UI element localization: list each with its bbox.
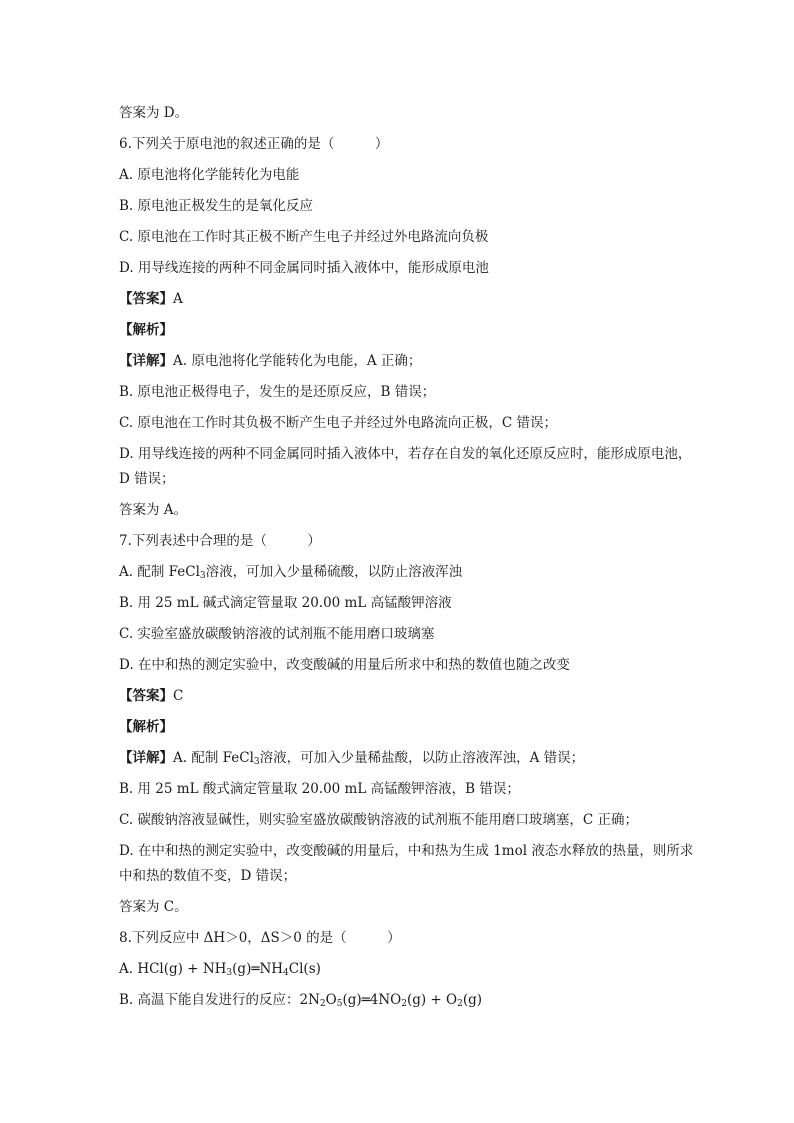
question-8-stem: 8.下列反应中 ΔH＞0，ΔS＞0 的是（ ） <box>119 930 401 946</box>
formula-part: O <box>325 992 337 1008</box>
answer-line-q5: 答案为 D。 <box>119 105 189 121</box>
q7-detail-b: B. 用 25 mL 酸式滴定管量取 20.00 mL 高锰酸钾溶液，B 错误； <box>119 781 520 797</box>
q7-option-a-part1: A. 配制 FeCl <box>119 564 200 580</box>
q6-detail-d: D. 用导线连接的两种不同金属同时插入液体中，若存在自发的氧化还原反应时，能形成原电池，D 错误； <box>119 446 692 487</box>
q8-option-b <box>119 985 699 1016</box>
subscript: 5 <box>336 999 343 1009</box>
q7-detail-a <box>119 743 699 774</box>
q7-option-a-part2: 溶液，可加入少量稀硫酸，以防止溶液浑浊 <box>205 564 463 580</box>
question-7-stem: 7.下列表述中合理的是（ ） <box>119 533 321 549</box>
q6-option-b: B. 原电池正极发生的是氧化反应 <box>119 198 314 214</box>
subscript: 3 <box>253 757 260 767</box>
q6-analysis-heading: 【解析】 <box>119 322 173 338</box>
q7-analysis-heading: 【解析】 <box>119 719 173 735</box>
answer-tag: 【答案】 <box>119 291 173 307</box>
subscript: 2 <box>457 999 463 1009</box>
formula-part: (g) + O <box>406 992 458 1008</box>
q6-conclusion: 答案为 A。 <box>119 502 188 518</box>
q6-detail-b: B. 原电池正极得电子，发生的是还原反应，B 错误； <box>119 384 436 400</box>
q7-option-b: B. 用 25 mL 碱式滴定管量取 20.00 mL 高锰酸钾溶液 <box>119 595 452 611</box>
q7-detail-d: D. 在中和热的测定实验中，改变酸碱的用量后，中和热为生成 1mol 液态水释放的热量，则所求中和热的数值不变，D 错误； <box>119 843 694 884</box>
document-body <box>119 98 699 1016</box>
q7-answer <box>119 681 699 712</box>
subscript: 3 <box>226 968 233 978</box>
q8-option-a <box>119 954 699 985</box>
q7-detail-c: C. 碳酸钠溶液显碱性，则实验室盛放碳酸钠溶液的试剂瓶不能用磨口玻璃塞，C 正确； <box>119 812 639 828</box>
subscript: 2 <box>319 999 326 1009</box>
q6-option-a: A. 原电池将化学能转化为电能 <box>119 167 300 183</box>
formula-part: (g)═NH <box>232 961 284 977</box>
answer-value: A <box>173 291 183 307</box>
subscript: 2 <box>401 999 407 1009</box>
subscript: 4 <box>283 968 289 978</box>
formula-part: A. HCl(g) + NH <box>119 961 227 977</box>
detail-text: A. 原电池将化学能转化为电能，A 正确； <box>173 353 422 369</box>
detail-tag: 【详解】 <box>119 750 173 766</box>
q6-detail-a <box>119 346 699 377</box>
subscript: 3 <box>199 571 206 581</box>
q6-answer <box>119 284 699 315</box>
formula-part: Cl(s) <box>288 961 321 977</box>
detail-text-part1: A. 配制 FeCl <box>173 750 254 766</box>
q7-conclusion: 答案为 C。 <box>119 899 188 915</box>
q7-option-a <box>119 557 699 588</box>
detail-tag: 【详解】 <box>119 353 173 369</box>
formula-part: (g) <box>462 992 483 1008</box>
q6-option-d: D. 用导线连接的两种不同金属同时插入液体中，能形成原电池 <box>119 260 489 276</box>
question-6-stem: 6.下列关于原电池的叙述正确的是（ ） <box>119 136 389 152</box>
q7-option-c: C. 实验室盛放碳酸钠溶液的试剂瓶不能用磨口玻璃塞 <box>119 626 435 642</box>
q6-detail-c: C. 原电池在工作时其负极不断产生电子并经过外电路流向正极，C 错误； <box>119 415 558 431</box>
detail-text-part2: 溶液，可加入少量稀盐酸，以防止溶液浑浊，A 错误； <box>259 750 585 766</box>
formula-part: B. 高温下能自发进行的反应：2N <box>119 992 320 1008</box>
answer-value: C <box>173 688 184 704</box>
q7-option-d: D. 在中和热的测定实验中，改变酸碱的用量后所求中和热的数值也随之改变 <box>119 657 570 673</box>
formula-part: (g)═4NO <box>342 992 402 1008</box>
answer-tag: 【答案】 <box>119 688 173 704</box>
q6-option-c: C. 原电池在工作时其正极不断产生电子并经过外电路流向负极 <box>119 229 489 245</box>
